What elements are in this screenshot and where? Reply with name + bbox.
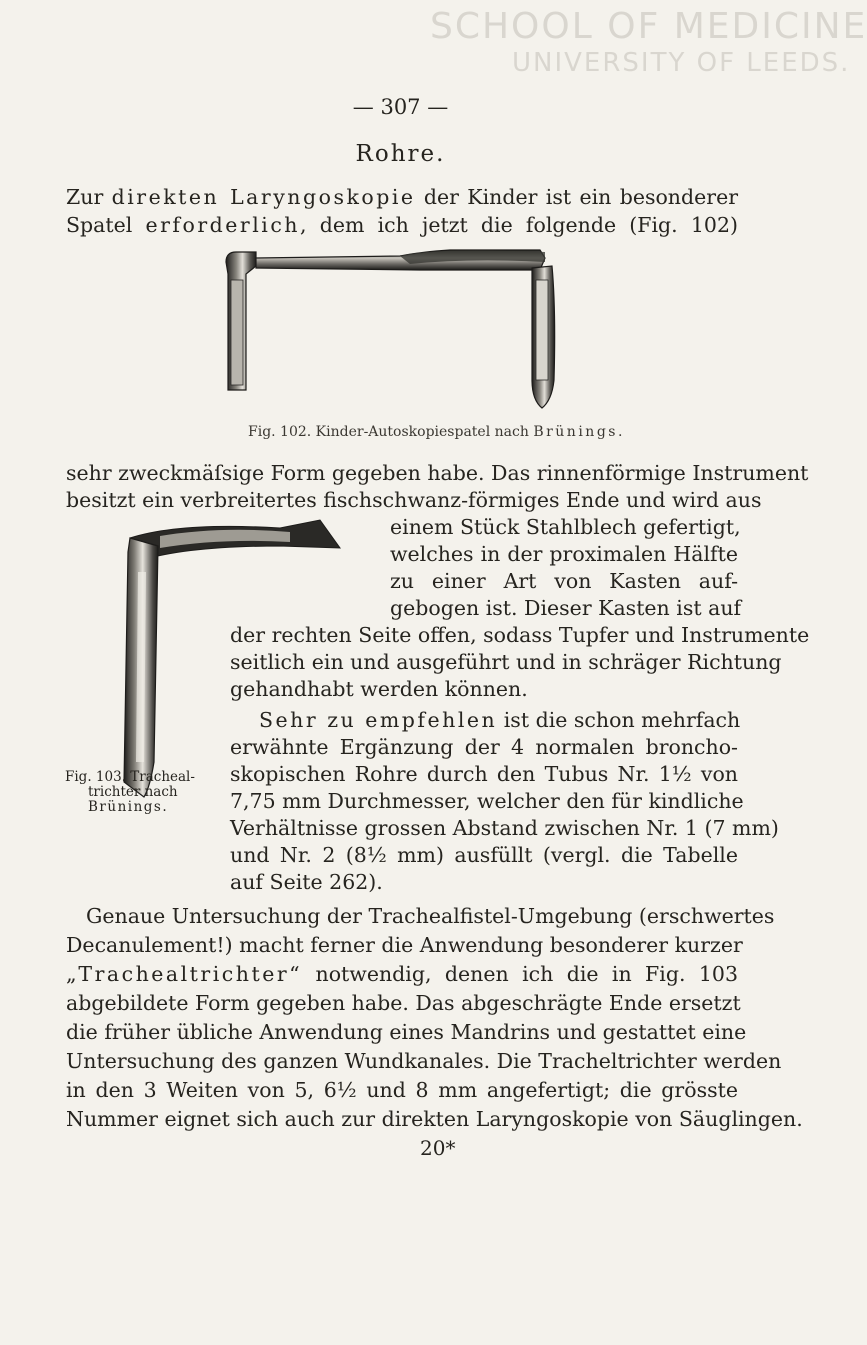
intro-line-1: Zur direkten Laryngoskopie der Kinder ist ein besonderer <box>66 185 738 209</box>
para3-line-1: Genaue Untersuchung der Trachealfistel-Umgebung (erschwertes <box>86 904 775 928</box>
para1-line-7: der rechten Seite offen, sodass Tupfer und Instrumente <box>230 623 810 647</box>
para2-line-2: erwähnte Ergänzung der 4 normalen broncho- <box>230 735 738 759</box>
para1-line-9: gehandhabt werden können. <box>230 677 528 701</box>
para3-line-8: Nummer eignet sich auch zur direkten Laryngoskopie von Säuglingen. <box>66 1107 803 1131</box>
para3-line-3: „Trachealtrichter“ notwendig, denen ich die in Fig. 103 <box>66 962 738 986</box>
para1-line-5: zu einer Art von Kasten auf- <box>390 569 738 593</box>
para3-line-4: abgebildete Form gegeben habe. Das abgeschrägte Ende ersetzt <box>66 991 741 1015</box>
para2-line-1: Sehr zu empfehlen ist die schon mehrfach <box>259 708 741 732</box>
library-stamp-line1: SCHOOL OF MEDICINE <box>430 6 867 47</box>
para2-line-5: Verhältnisse grossen Abstand zwischen Nr. 1 (7 mm) <box>230 816 779 840</box>
intro-line-2: Spatel erforderlich, dem ich jetzt die folgende (Fig. 102) <box>66 213 738 237</box>
para1-line-8: seitlich ein und ausgeführt und in schräger Richtung <box>230 650 782 674</box>
figure-102-caption: Fig. 102. Kinder-Autoskopiespatel nach Brünings. <box>248 424 625 440</box>
figure-103-caption-line-3: Brünings. <box>88 799 169 815</box>
figure-103-caption-line-1: Fig. 103. Tracheal- <box>65 769 195 785</box>
para3-line-6: Untersuchung des ganzen Wundkanales. Die Tracheltrichter werden <box>66 1049 782 1073</box>
para3-line-5: die früher übliche Anwendung eines Mandrins und gestattet eine <box>66 1020 747 1044</box>
para1-line-1: sehr zweckmäſsige Form gegeben habe. Das rinnenförmige Instrument <box>66 461 809 485</box>
para2-line-7: auf Seite 262). <box>230 870 383 894</box>
figure-103-caption-line-2: trichter nach <box>88 784 178 800</box>
para3-line-7: in den 3 Weiten von 5, 6½ und 8 mm angefertigt; die grösste <box>66 1078 738 1102</box>
para2-line-4: 7,75 mm Durchmesser, welcher den für kindliche <box>230 789 744 813</box>
para1-line-3: einem Stück Stahlblech gefertigt, <box>390 515 741 539</box>
para1-line-6: gebogen ist. Dieser Kasten ist auf <box>390 596 742 620</box>
figure-102-spatula-illustration <box>220 250 560 420</box>
page-number: — 307 — <box>352 95 449 119</box>
signature-mark: 20* <box>420 1136 456 1160</box>
para1-line-2: besitzt ein verbreitertes fischschwanz-förmiges Ende und wird aus <box>66 488 762 512</box>
para3-line-2: Decanulement!) macht ferner die Anwendung besonderer kurzer <box>66 933 743 957</box>
para2-line-6: und Nr. 2 (8½ mm) ausfüllt (vergl. die Tabelle <box>230 843 738 867</box>
library-stamp-line2: UNIVERSITY OF LEEDS. <box>512 48 851 78</box>
section-title: Rohre. <box>355 141 446 167</box>
para2-line-3: skopischen Rohre durch den Tubus Nr. 1½ von <box>230 762 738 786</box>
para1-line-4: welches in der proximalen Hälfte <box>390 542 738 566</box>
